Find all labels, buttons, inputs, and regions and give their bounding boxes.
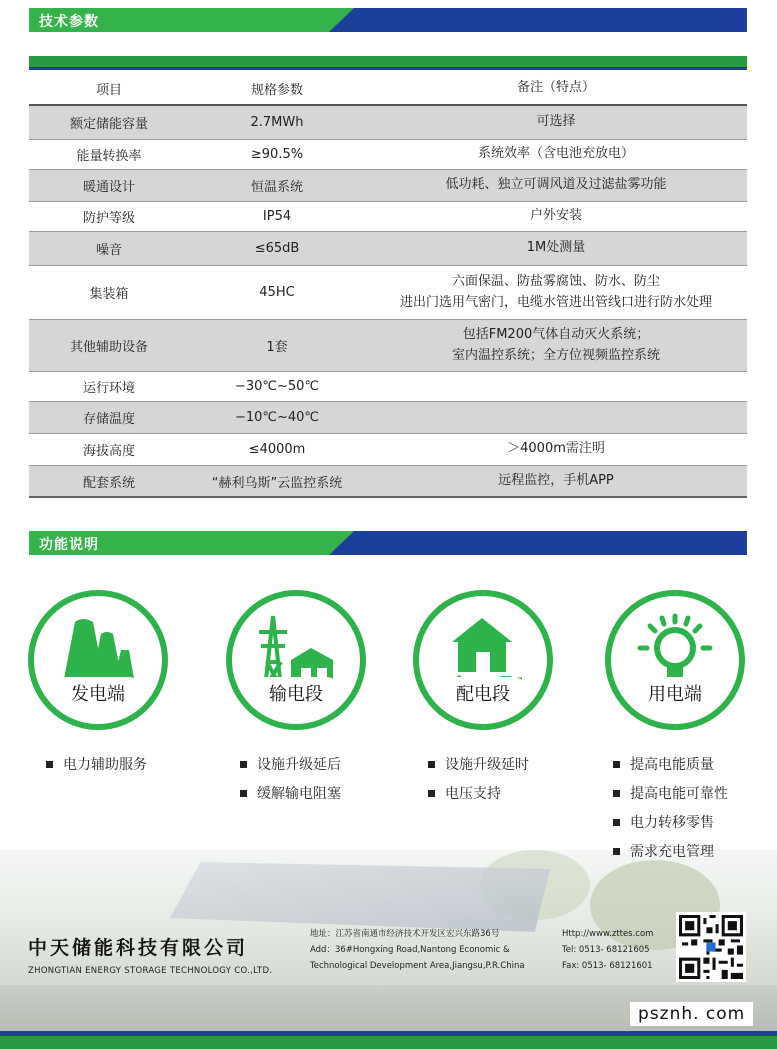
row-spec: ≤4000m xyxy=(248,442,306,457)
features-row xyxy=(0,590,777,750)
company-contact xyxy=(562,926,653,974)
row-spec: −10℃~40℃ xyxy=(234,410,320,425)
row-item: 防护等级 xyxy=(82,211,135,226)
feature-distribution xyxy=(413,590,553,730)
tel-text: Tel: 0513- 68121605 xyxy=(562,945,650,955)
feature-label: 用电端 xyxy=(629,678,721,712)
footer-green-bar xyxy=(0,1036,777,1049)
row-item: 海拔高度 xyxy=(82,444,135,459)
solar-roof-shape xyxy=(170,862,550,932)
table-row xyxy=(29,202,747,232)
header-item: 项目 xyxy=(95,82,122,98)
bullet-list-generation xyxy=(46,750,147,779)
table-row xyxy=(29,466,747,498)
feature-circle xyxy=(28,590,168,730)
bullet-square xyxy=(613,790,620,797)
list-item-text: 缓解输电阻塞 xyxy=(257,785,341,802)
list-item xyxy=(613,779,728,808)
func-section-header xyxy=(29,531,747,555)
row-item: 运行环境 xyxy=(82,381,135,396)
website-link[interactable]: Http://www.zttes.com xyxy=(562,929,654,939)
list-item-text: 需求充电管理 xyxy=(630,843,714,860)
row-note: 远程监控，手机APP xyxy=(498,472,614,488)
bullet-list-distribution xyxy=(428,750,529,808)
row-spec: “赫利乌斯”云监控系统 xyxy=(211,475,343,491)
address-en-line1: Add：36#Hongxing Road,Nantong Economic & xyxy=(310,945,510,955)
table-top-bar xyxy=(29,56,747,70)
list-item xyxy=(428,750,529,779)
table-row xyxy=(29,402,747,434)
watermark: psznh. com xyxy=(630,1002,753,1026)
row-item: 其他辅助设备 xyxy=(69,340,148,355)
qr-code-icon xyxy=(679,915,743,979)
bullet-square xyxy=(240,761,247,768)
tech-section-title: 技术参数 xyxy=(39,14,99,30)
row-note: 包括FM200气体自动灭火系统； xyxy=(462,327,650,343)
qr-code[interactable] xyxy=(676,912,746,982)
list-item xyxy=(240,779,341,808)
company-address xyxy=(310,926,550,974)
bullet-square xyxy=(240,790,247,797)
row-item: 集装箱 xyxy=(89,287,129,302)
row-item: 能量转换率 xyxy=(76,149,142,164)
list-item-text: 设施升级延后 xyxy=(257,756,341,773)
table-row xyxy=(29,106,747,140)
header-spec: 规格参数 xyxy=(250,82,303,98)
bullet-square xyxy=(428,790,435,797)
feature-label: 配电段 xyxy=(437,678,529,712)
list-item-text: 电力转移零售 xyxy=(630,814,714,831)
row-note: 可选择 xyxy=(536,114,576,130)
list-item-text: 电力辅助服务 xyxy=(63,756,147,773)
row-spec: 2.7MWh xyxy=(250,115,304,130)
row-spec: −30℃~50℃ xyxy=(234,379,320,394)
bullet-square xyxy=(613,848,620,855)
bullet-list-transmission xyxy=(240,750,341,808)
feature-circle xyxy=(226,590,366,730)
row-note: 户外安装 xyxy=(529,208,582,224)
func-section-title: 功能说明 xyxy=(39,537,99,553)
feature-label: 输电段 xyxy=(250,678,342,712)
address-en-line2: Technological Development Area,Jiangsu,P.R.China xyxy=(310,961,525,971)
row-item: 暖通设计 xyxy=(82,180,135,195)
list-item-text: 提高电能可靠性 xyxy=(630,785,728,802)
feature-circle xyxy=(605,590,745,730)
header-blue-band xyxy=(329,8,747,32)
bullet-list-consumption xyxy=(613,750,728,866)
table-row xyxy=(29,372,747,402)
feature-generation xyxy=(28,590,168,730)
row-note: 低功耗、独立可调风道及过滤盐雾功能 xyxy=(445,177,667,193)
list-item xyxy=(613,750,728,779)
list-item xyxy=(46,750,147,779)
spec-table xyxy=(29,72,747,498)
company-name-cn: 中天储能科技有限公司 xyxy=(28,937,249,959)
table-row xyxy=(29,434,747,466)
list-item-text: 电压支持 xyxy=(445,785,501,802)
bullet-square xyxy=(613,819,620,826)
bullet-square xyxy=(46,761,53,768)
company-name-en: ZHONGTIAN ENERGY STORAGE TECHNOLOGY CO.,LTD. xyxy=(28,966,273,976)
row-spec: 恒温系统 xyxy=(250,180,303,195)
table-row xyxy=(29,266,747,320)
table-row xyxy=(29,232,747,266)
table-header-row xyxy=(29,72,747,106)
row-note-multiline xyxy=(365,272,747,312)
header-blue-band xyxy=(329,531,747,555)
table-row xyxy=(29,140,747,170)
row-item: 噪音 xyxy=(95,243,122,258)
list-item xyxy=(240,750,341,779)
row-note-line2: 进出门选用气密门，电缆水管进出管线口进行防水处理 xyxy=(399,294,712,310)
feature-circle xyxy=(413,590,553,730)
row-item: 配套系统 xyxy=(82,475,135,491)
table-row xyxy=(29,320,747,372)
row-item: 存储温度 xyxy=(82,412,135,427)
row-spec: ≥90.5% xyxy=(250,147,304,162)
row-note: ＞4000m需注明 xyxy=(507,441,605,457)
list-item-text: 设施升级延时 xyxy=(445,756,529,773)
list-item xyxy=(428,779,529,808)
row-note: 系统效率（含电池充放电） xyxy=(477,146,634,162)
row-spec: 1套 xyxy=(266,340,288,355)
row-spec: ≤65dB xyxy=(254,241,300,256)
row-spec: 45HC xyxy=(259,285,295,300)
company-info xyxy=(28,933,272,976)
row-note: 1M处测量 xyxy=(526,240,586,256)
row-note-multiline xyxy=(365,325,747,365)
list-item xyxy=(613,808,728,837)
bullet-square xyxy=(428,761,435,768)
list-item xyxy=(613,837,728,866)
feature-consumption xyxy=(605,590,745,730)
address-cn: 地址：江苏省南通市经济技术开发区宏兴东路36号 xyxy=(310,929,500,939)
table-row xyxy=(29,170,747,202)
row-note-line2: 室内温控系统；全方位视频监控系统 xyxy=(451,347,660,363)
row-item: 额定储能容量 xyxy=(69,117,148,132)
row-spec: IP54 xyxy=(262,209,292,224)
header-note: 备注（特点） xyxy=(516,79,595,95)
tech-section-header xyxy=(29,8,747,32)
fax-text: Fax: 0513- 68121601 xyxy=(562,961,653,971)
row-note: 六面保温、防盐雾腐蚀、防水、防尘 xyxy=(451,274,660,290)
feature-label: 发电端 xyxy=(52,678,144,712)
feature-transmission xyxy=(226,590,366,730)
list-item-text: 提高电能质量 xyxy=(630,756,714,773)
bullet-square xyxy=(613,761,620,768)
